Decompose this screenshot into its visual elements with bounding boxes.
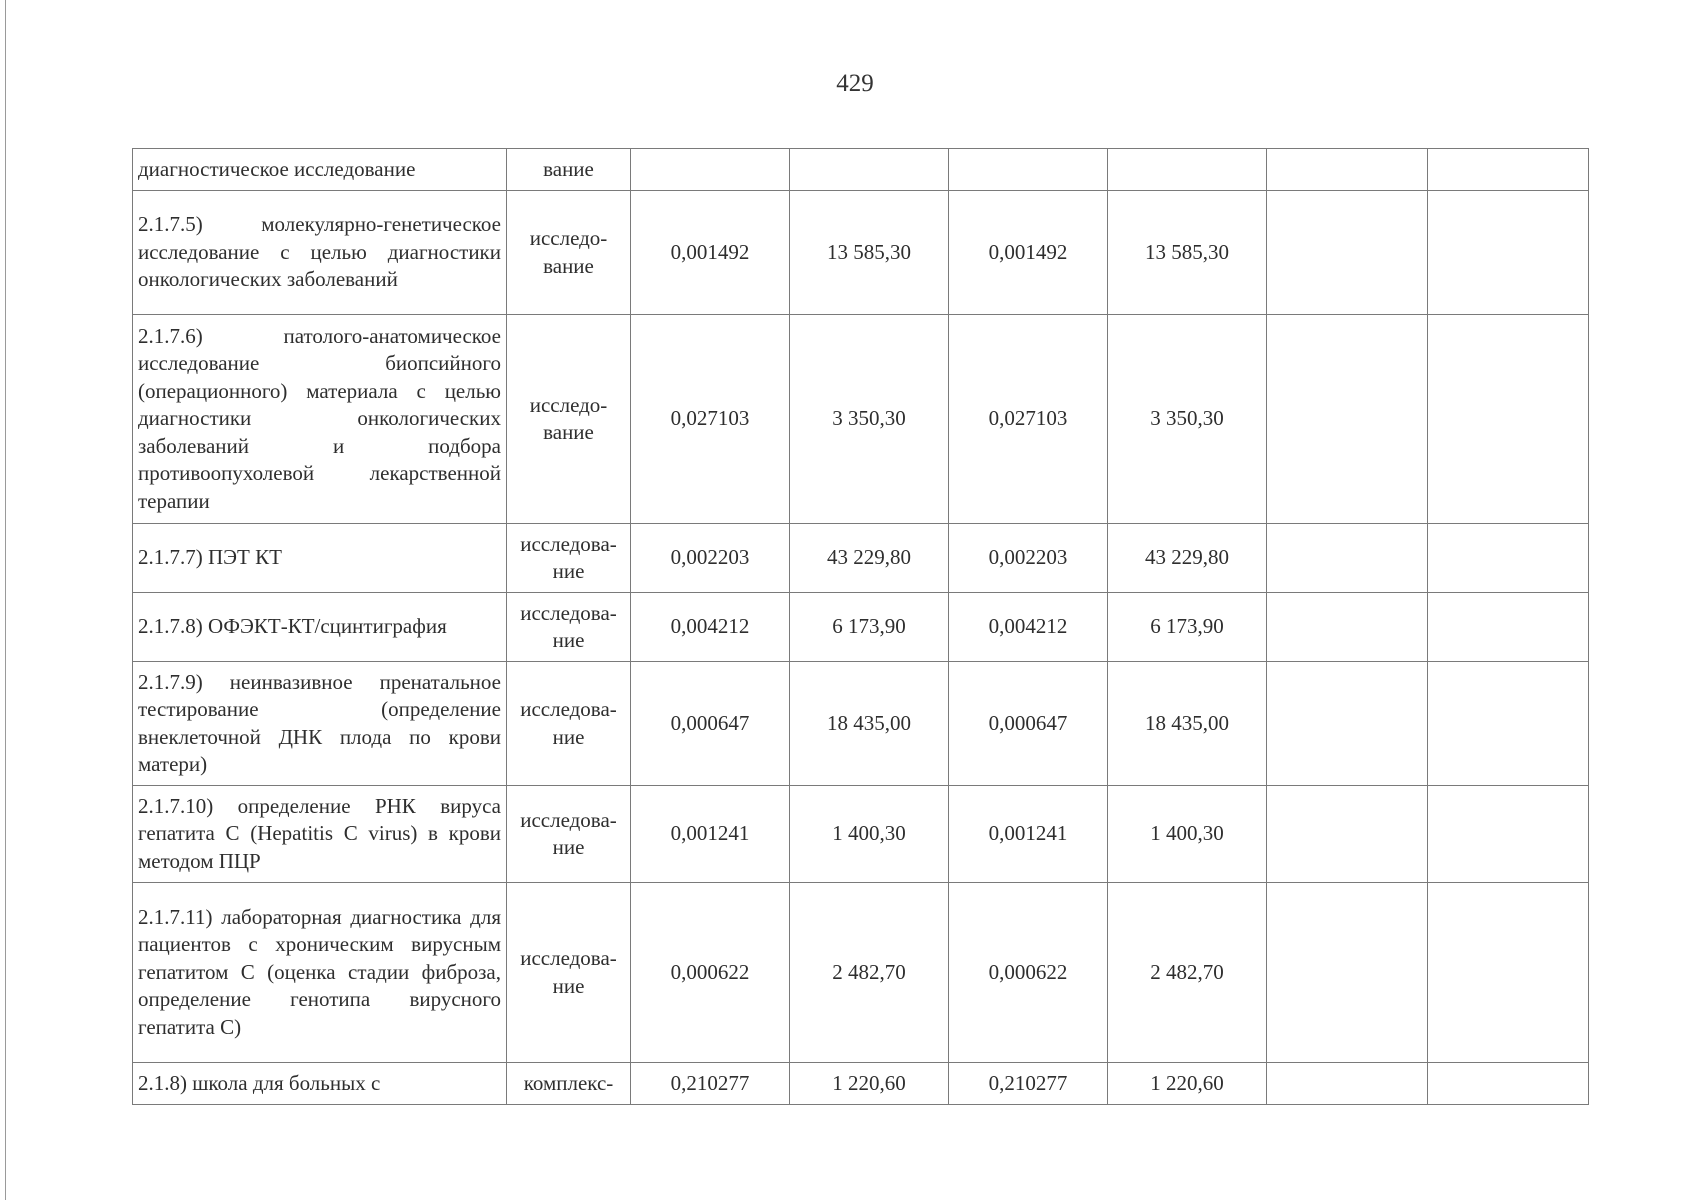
value-cell [1267, 315, 1428, 524]
service-name: 2.1.7.7) ПЭТ КТ [133, 524, 507, 593]
value-cell: 1 400,30 [1108, 786, 1267, 883]
table-row [133, 593, 1589, 662]
value-cell [1267, 662, 1428, 786]
page-number: 429 [836, 70, 874, 97]
value-cell [1267, 191, 1428, 315]
value-cell: 1 220,60 [1108, 1063, 1267, 1105]
value-cell [1267, 883, 1428, 1063]
scan-edge-line [5, 0, 6, 1200]
value-cell: 3 350,30 [790, 315, 949, 524]
value-cell: 0,000647 [631, 662, 790, 786]
unit-cell: исследова-ние [507, 883, 631, 1063]
value-cell: 0,004212 [631, 593, 790, 662]
value-cell [1428, 1063, 1589, 1105]
value-cell: 0,000622 [631, 883, 790, 1063]
service-name: 2.1.7.10) определение РНК вируса гепатита С (Hepatitis C virus) в крови методом ПЦР [133, 786, 507, 883]
unit-cell: исследова-ние [507, 786, 631, 883]
value-cell [1428, 662, 1589, 786]
value-cell [949, 149, 1108, 191]
value-cell: 0,002203 [631, 524, 790, 593]
table-row [133, 149, 1589, 191]
unit-cell: исследо-вание [507, 315, 631, 524]
value-cell: 0,027103 [949, 315, 1108, 524]
value-cell: 0,210277 [949, 1063, 1108, 1105]
value-cell: 0,001241 [631, 786, 790, 883]
value-cell [1267, 149, 1428, 191]
value-cell: 0,027103 [631, 315, 790, 524]
value-cell [1267, 1063, 1428, 1105]
value-cell [1267, 593, 1428, 662]
value-cell [1267, 786, 1428, 883]
unit-cell: исследова-ние [507, 593, 631, 662]
service-name: 2.1.7.11) лабораторная диагностика для пациентов с хроническим вирусным гепатитом С (оценка стадии фиброза, определение генотипа вирусного гепатита С) [133, 883, 507, 1063]
value-cell [1428, 593, 1589, 662]
table-row [133, 662, 1589, 786]
value-cell [790, 149, 949, 191]
value-cell: 0,002203 [949, 524, 1108, 593]
value-cell: 3 350,30 [1108, 315, 1267, 524]
value-cell: 1 400,30 [790, 786, 949, 883]
table-row [133, 524, 1589, 593]
service-name: 2.1.8) школа для больных с [133, 1063, 507, 1105]
value-cell: 0,000647 [949, 662, 1108, 786]
unit-cell: вание [507, 149, 631, 191]
unit-cell: исследова-ние [507, 524, 631, 593]
value-cell: 43 229,80 [790, 524, 949, 593]
value-cell: 6 173,90 [790, 593, 949, 662]
value-cell: 2 482,70 [790, 883, 949, 1063]
service-name: 2.1.7.9) неинвазивное пренатальное тестирование (определение внеклеточной ДНК плода по крови матери) [133, 662, 507, 786]
value-cell: 1 220,60 [790, 1063, 949, 1105]
value-cell [1428, 149, 1589, 191]
tariff-table [132, 148, 1589, 1105]
table-row [133, 1063, 1589, 1105]
value-cell: 13 585,30 [1108, 191, 1267, 315]
service-name: 2.1.7.8) ОФЭКТ-КТ/сцинтиграфия [133, 593, 507, 662]
unit-cell: комплекс- [507, 1063, 631, 1105]
value-cell: 0,210277 [631, 1063, 790, 1105]
value-cell [1108, 149, 1267, 191]
value-cell: 0,001492 [949, 191, 1108, 315]
value-cell: 0,000622 [949, 883, 1108, 1063]
value-cell [631, 149, 790, 191]
value-cell: 18 435,00 [790, 662, 949, 786]
table-row [133, 786, 1589, 883]
value-cell: 43 229,80 [1108, 524, 1267, 593]
table-row [133, 883, 1589, 1063]
service-name: 2.1.7.6) патолого-анатомическое исследование биопсийного (операционного) материала с целью диагностики онкологических заболеваний и подбора противоопухолевой лекарственной терапии [133, 315, 507, 524]
value-cell [1267, 524, 1428, 593]
value-cell: 6 173,90 [1108, 593, 1267, 662]
service-name: диагностическое исследование [133, 149, 507, 191]
value-cell [1428, 315, 1589, 524]
value-cell [1428, 883, 1589, 1063]
value-cell: 0,001241 [949, 786, 1108, 883]
table-row [133, 315, 1589, 524]
value-cell: 0,001492 [631, 191, 790, 315]
table-row [133, 191, 1589, 315]
value-cell [1428, 524, 1589, 593]
value-cell: 0,004212 [949, 593, 1108, 662]
value-cell [1428, 786, 1589, 883]
unit-cell: исследо-вание [507, 191, 631, 315]
unit-cell: исследова-ние [507, 662, 631, 786]
value-cell [1428, 191, 1589, 315]
value-cell: 18 435,00 [1108, 662, 1267, 786]
value-cell: 2 482,70 [1108, 883, 1267, 1063]
service-name: 2.1.7.5) молекулярно-генетическое исследование с целью диагностики онкологических заболеваний [133, 191, 507, 315]
value-cell: 13 585,30 [790, 191, 949, 315]
